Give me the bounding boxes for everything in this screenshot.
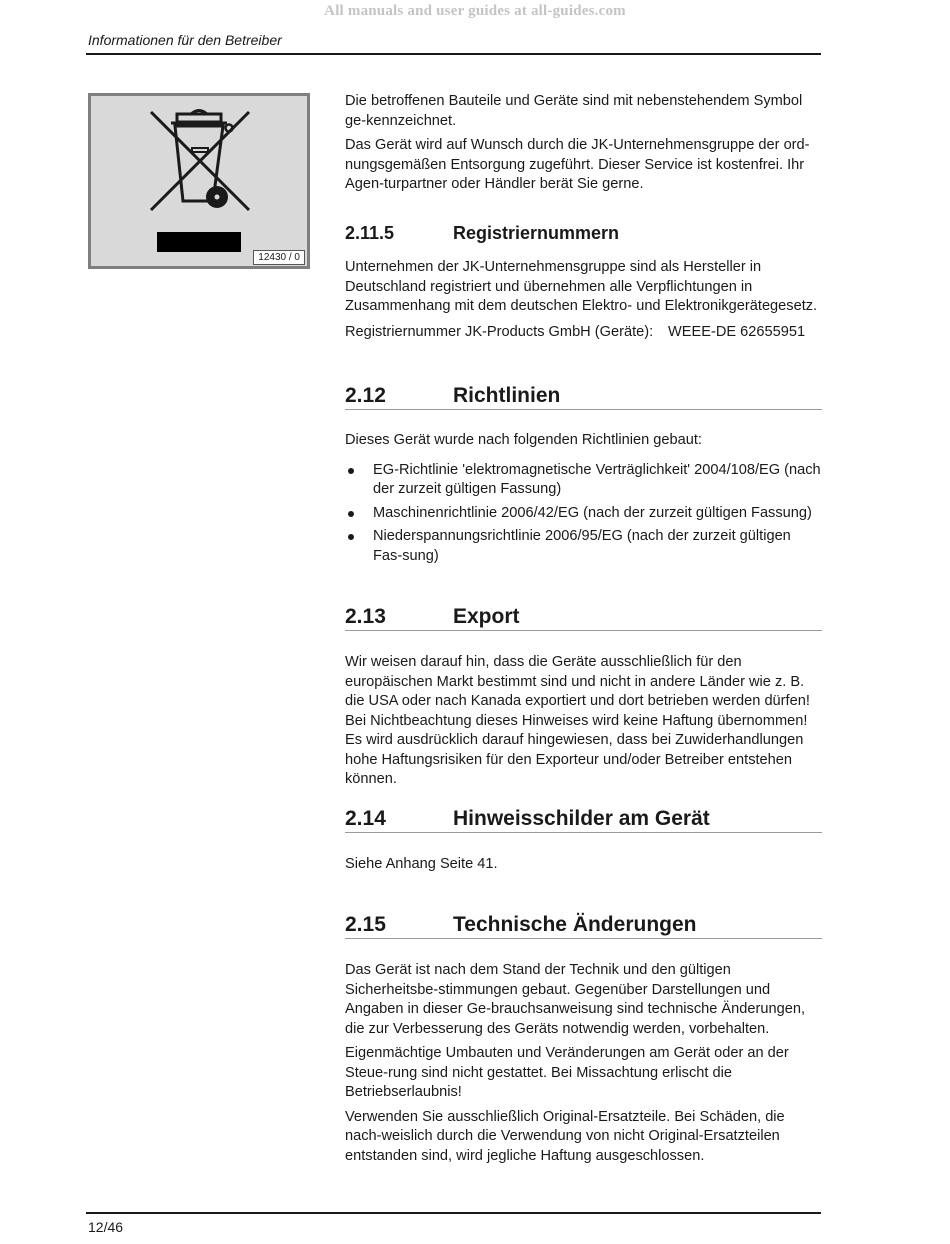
heading-title: Registriernummern (453, 223, 620, 243)
intro-paragraph-2: Das Gerät wird auf Wunsch durch die JK-Unternehmensgruppe der ord-nungsgemäßen Entsorgung zugeführt. Dieser Service ist kostenfrei. Ihr Agen-turpartner oder Händler berät Sie gerne. (345, 137, 810, 192)
crossed-out-wheelie-bin-icon (91, 96, 307, 266)
section-2-13-body (345, 653, 821, 790)
heading-title: Export (453, 605, 520, 628)
heading-title: Technische Änderungen (453, 913, 697, 936)
section-2-12-body (345, 431, 821, 570)
section-2-15-body (345, 961, 821, 1166)
heading-number: 2.13 (345, 605, 386, 628)
watermark: All manuals and user guides at all-guides.com (324, 3, 626, 19)
export-paragraph: Wir weisen darauf hin, dass die Geräte ausschließlich für den europäischen Markt bestimmt sind und nicht in andere Länder wie z. B. die USA oder nach Kanada exportiert und dort betrieben werden dürfen! Bei Nichtbeachtung dieses Hinweises wird keine Haftung übernommen! Es wird ausdrücklich darauf hingewiesen, dass bei Zuwiderhandlungen hohe Haftungsrisiken für den Exporteur und/oder Betreiber entstehen können. (345, 654, 810, 787)
changes-paragraph-1: Das Gerät ist nach dem Stand der Technik und den gültigen Sicherheitsbe-stimmungen gebaut. Gegenüber Darstellungen und Angaben in dieser Ge-brauchsanweisung sind technische Änderungen, die zur Verbesserung des Geräts notwendig werden, vorbehalten. (345, 962, 806, 1037)
footer-rule (86, 1212, 821, 1214)
heading-2-15 (345, 911, 822, 939)
section-2-11-5-body (345, 258, 821, 342)
heading-2-13 (345, 603, 822, 631)
list-item: EG-Richtlinie 'elektromagnetische Verträglichkeit' 2004/108/EG (nach der zurzeit gültigen Fassung) (345, 461, 821, 500)
heading-number: 2.14 (345, 807, 386, 830)
weee-figure (88, 93, 310, 269)
running-header: Informationen für den Betreiber (88, 32, 282, 48)
intro-paragraph-1: Die betroffenen Bauteile und Geräte sind mit nebenstehendem Symbol ge-kennzeichnet. (345, 93, 803, 129)
signs-paragraph: Siehe Anhang Seite 41. (345, 856, 498, 872)
heading-2-14 (345, 805, 822, 833)
heading-2-11-5 (345, 222, 822, 244)
heading-number: 2.12 (345, 384, 386, 407)
heading-title: Richtlinien (453, 384, 561, 407)
directives-list (345, 461, 821, 567)
directives-intro: Dieses Gerät wurde nach folgenden Richtlinien gebaut: (345, 432, 702, 448)
header-rule (86, 53, 821, 55)
intro-text (345, 92, 821, 195)
list-item: Maschinenrichtlinie 2006/42/EG (nach der zurzeit gültigen Fassung) (345, 504, 821, 524)
heading-2-12 (345, 382, 822, 410)
heading-number: 2.11.5 (345, 223, 395, 243)
heading-number: 2.15 (345, 913, 386, 936)
changes-paragraph-2: Eigenmächtige Umbauten und Veränderungen am Gerät oder an der Steue-rung sind nicht gestattet. Bei Missachtung erlischt die Betriebserlaubnis! (345, 1045, 789, 1100)
heading-title: Hinweisschilder am Gerät (453, 807, 710, 830)
section-2-14-body (345, 855, 821, 875)
list-item: Niederspannungsrichtlinie 2006/95/EG (nach der zurzeit gültigen Fas-sung) (345, 527, 821, 566)
registration-paragraph: Unternehmen der JK-Unternehmensgruppe sind als Hersteller in Deutschland registriert und übernehmen alle Verpflichtungen in Zusammenhang mit dem deutschen Elektro- und Elektronikgerätegesetz. (345, 259, 818, 314)
registration-row (345, 323, 821, 343)
page-number: 12/46 (88, 1219, 124, 1235)
registration-value: WEEE-DE 62655951 (668, 323, 806, 340)
registration-label: Registriernummer JK-Products GmbH (Geräte): (345, 323, 654, 340)
changes-paragraph-3: Verwenden Sie ausschließlich Original-Ersatzteile. Bei Schäden, die nach-weislich durch die Verwendung von nicht Original-Ersatzteilen entstanden sind, wird jegliche Haftung ausgeschlossen. (345, 1108, 785, 1164)
figure-label: 12430 / 0 (253, 250, 305, 265)
